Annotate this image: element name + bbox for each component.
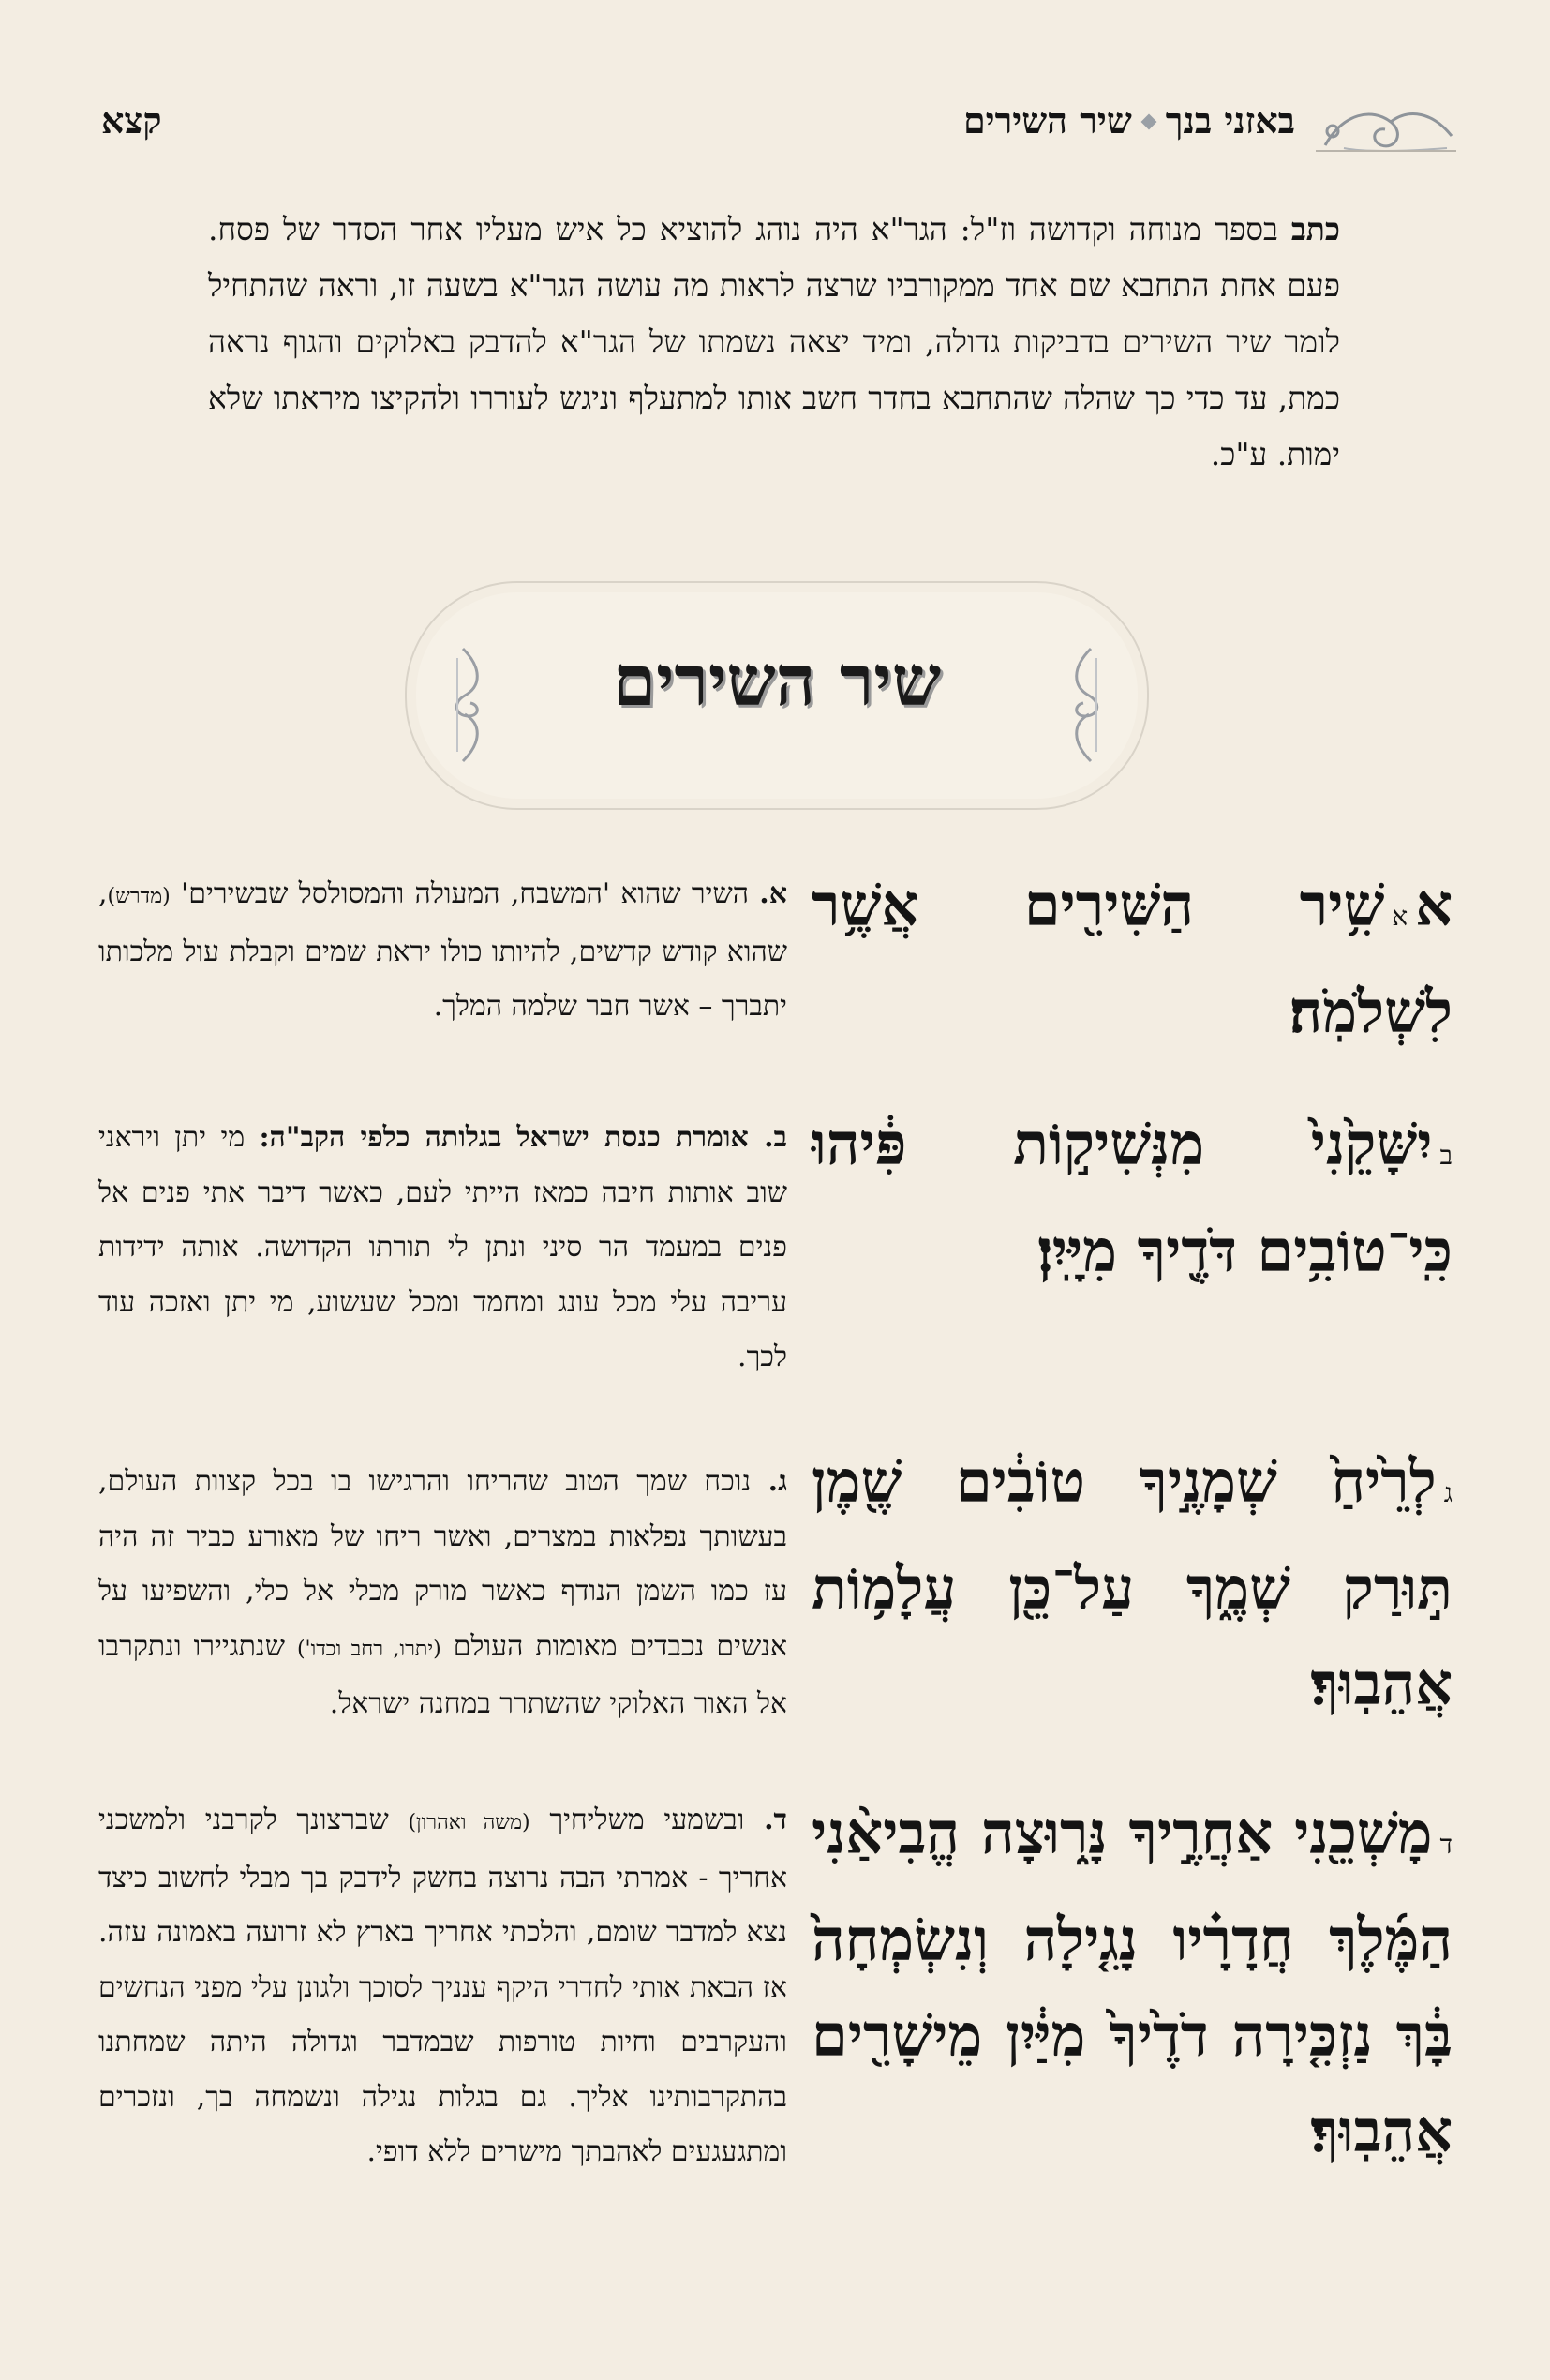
commentary-4: [98, 1793, 787, 2180]
commentary-text: נוכח שמך הטוב שהריחו והרגישו בו בכל קצוות העולם, בעשותך נפלאות במצרים, ואשר ריחו של מאורע כביר זה היה עז כמו השמן הנודף כאשר מורק מכלי אל כלי, והשפיעו על אנשים נכבדים מאומות העולם: [98, 1465, 787, 1663]
banner-title: שיר השירים: [612, 641, 942, 722]
commentary-1: [98, 867, 787, 1035]
commentary-text-cont: שנתגיירו ונתקרבו אל האור האלוקי שהשתרר במחנה ישראל.: [98, 1629, 787, 1720]
title-separator-diamond: [1140, 114, 1156, 130]
page-number: קצא: [101, 99, 162, 142]
section-title: שיר השירים: [962, 99, 1132, 142]
commentary-source: (מדרש): [107, 885, 171, 908]
verse-2: [812, 1097, 1453, 1299]
commentary-label: א.: [759, 877, 787, 910]
commentary-3: [98, 1455, 787, 1732]
header-rule: [1316, 150, 1456, 152]
verse-4: [812, 1786, 1453, 2179]
running-header: [94, 94, 1456, 159]
commentary-label: ג.: [768, 1465, 787, 1498]
banner-left-ornament: [444, 639, 491, 771]
commentary-text: השיר שהוא 'המשבח, המעולה והמסולסל שבשירים': [181, 877, 749, 910]
verse-3: [812, 1434, 1453, 1732]
verse-number: ג: [1443, 1477, 1453, 1508]
verse-number: ד: [1439, 1829, 1453, 1860]
commentary-text: מי יתן ויראני שוב אותות חיבה כמאז הייתי לעם, כאשר דיבר אתי פנים אל פנים במעמד הר סיני ונתן לי תורתו הקדושה. אותה ידידות עריבה עלי מכל עונג ומחמד ומכל שעשוע, מי יתן ואזכה עוד לכך.: [98, 1121, 787, 1373]
intro-lead-word: כתב: [1290, 211, 1340, 247]
commentary-source: (יתרו, רחב וכדו'): [296, 1637, 441, 1661]
intro-text: בספר מנוחה וקדושה וז"ל: הגר"א היה נוהג להוציא כל איש מעליו אחר הסדר של פסח. פעם אחת התחבא שם אחד ממקורביו שרצה לראות מה עושה הגר"א בשעה זו, וראה שהתחיל לומר שיר השירים בדביקות גדולה, ומיד יצאה נשמתו של הגר"א להדבק באלוקים והגוף נראה כמת, עד כדי כך שהלה שהתחבא בחדר חשב אותו למתעלף וניגש לעוררו ולהקיצו מיראתו שלא ימות. ע"כ.: [208, 211, 1340, 472]
verse-text: יִשָּׁקֵ֙נִי֙ מִנְּשִׁיק֣וֹת פִּ֔יהוּ כִּֽי־טוֹבִ֥ים דֹּדֶ֖יךָ מִיָּֽיִן׃: [812, 1110, 1453, 1285]
intro-paragraph: [208, 202, 1340, 483]
commentary-2: [98, 1111, 787, 1385]
commentary-source: (משה ואהרון): [408, 1811, 530, 1834]
verse-text: שִׁ֥יר הַשִּׁירִ֖ים אֲשֶׁ֥ר לִשְׁלֹמֹֽה׃: [812, 871, 1453, 1046]
book-title: באזני בנך: [1165, 99, 1295, 142]
commentary-text-cont: שברצונך לקרבני ולמשכני אחריך - אמרתי הבה נרוצה בחשק לידבק בך מבלי לחשוב כיצד נצא למדבר שומם, והלכתי אחריך בארץ לא זרועה באמונה עזה. אז הבאת אותי לחדרי היקף ענניך לסוכך ולגונן עלי מפני הנחשים והעקרבים וחיות טורפות שבמדבר וגדולה היתה שמחתנו בהתקרבותינו אליך. גם בגלות נגילה ונשמחה בך, ונזכרים ומתגעגעים לאהבתך מישרים ללא דופי.: [98, 1804, 787, 2168]
verse-number: ב: [1439, 1140, 1453, 1171]
verse-text: מָשְׁכֵ֖נִי אַחֲרֶ֣יךָ נָּר֑וּצָה הֱבִיאַ֨נִי הַמֶּ֜לֶךְ חֲדָרָ֗יו נָגִ֤ילָה וְנִשְׂמְחָה֙ בָּ֔ךְ נַזְכִּ֤ירָה דֹדֶ֙יךָ֙ מִיַּ֔יִן מֵישָׁרִ֖ים אֲהֵבֽוּךָ׃: [812, 1799, 1453, 2165]
commentary-text: ובשמעי משליחיך: [549, 1804, 745, 1836]
chapter-letter: א: [1415, 871, 1453, 939]
commentary-label: ב. אומרת כנסת ישראל בגלותה כלפי הקב"ה:: [259, 1121, 787, 1154]
running-title: [963, 99, 1295, 142]
commentary-label: ד.: [764, 1804, 787, 1836]
verse-text: לְרֵ֙יחַ֙ שְׁמָנֶ֣יךָ טוֹבִ֔ים שֶׁ֖מֶן תּ֣וּרַק שְׁמֶ֑ךָ עַל־כֵּ֖ן עֲלָמ֥וֹת אֲהֵבֽוּךָ׃: [812, 1447, 1453, 1718]
commentary-text-cont: , שהוא קודש קדשים, להיותו כולו יראת שמים וקבלת עול מלכותו יתברך – אשר חבר שלמה המלך.: [98, 877, 787, 1023]
verse-number: א: [1392, 901, 1408, 932]
title-banner: [405, 581, 1149, 810]
verse-1: [812, 858, 1453, 1060]
